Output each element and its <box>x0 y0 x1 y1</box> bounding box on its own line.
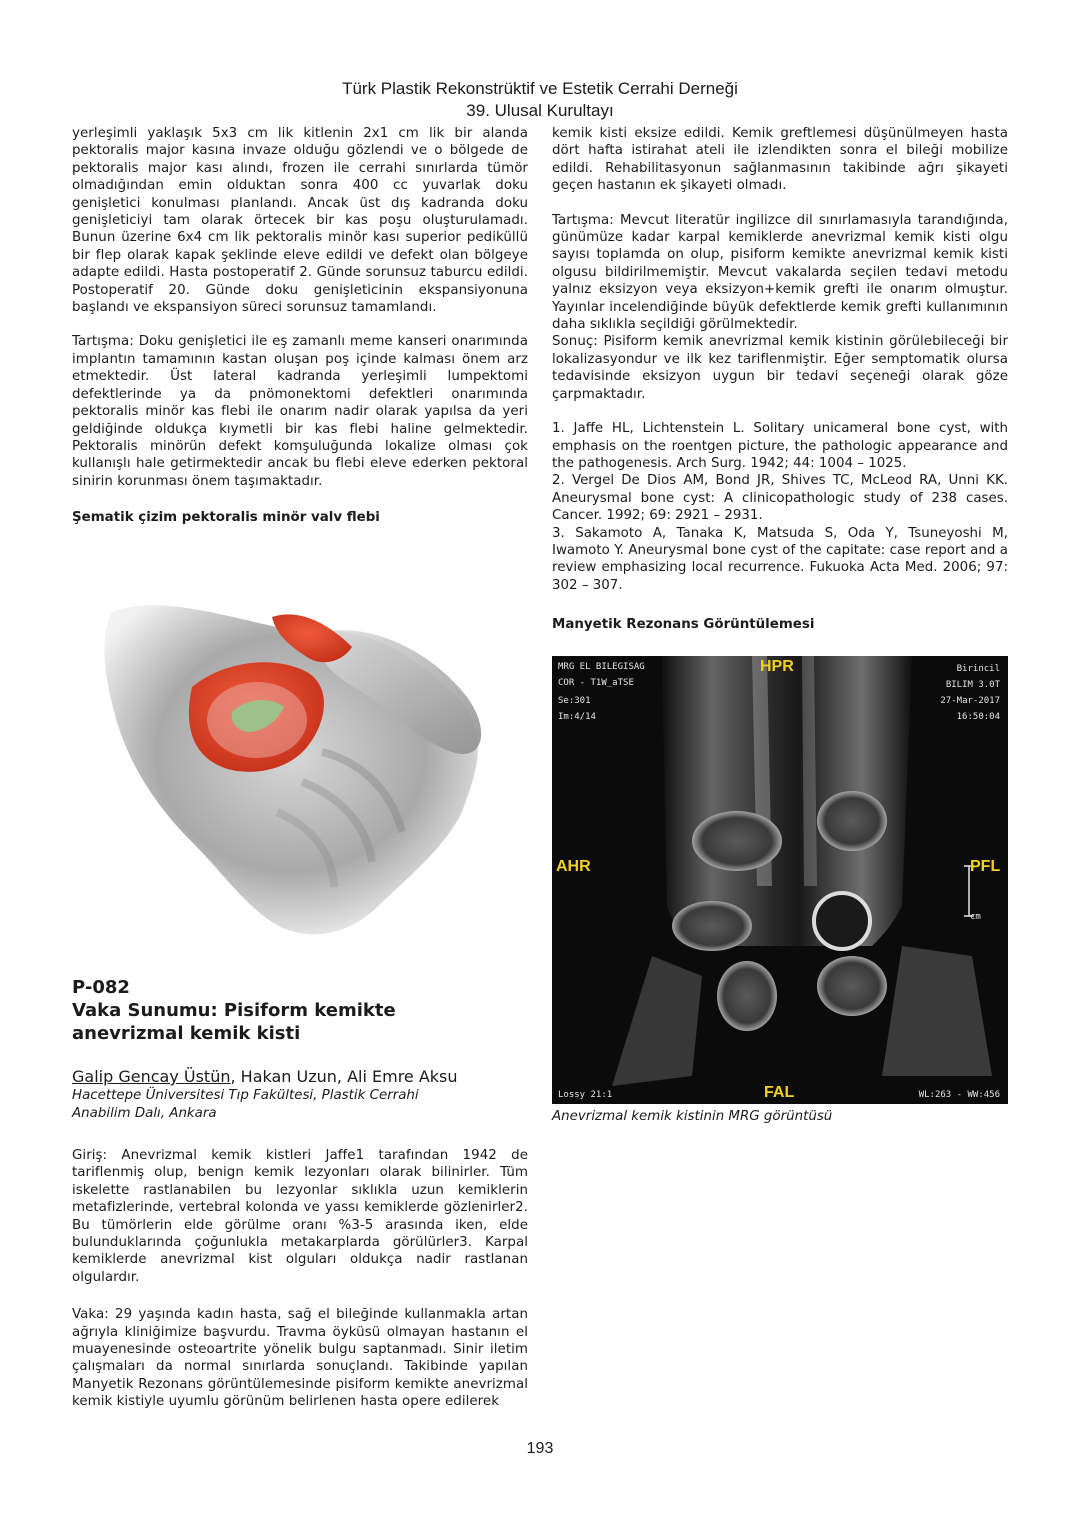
right-paragraph-continuation: kemik kisti eksize edildi. Kemik greftlemesi düşünülmeyen hasta dört hafta istirahat ateli ile izlendikten sonra el bileği mobilize edildi. Rehabilitasyonun sağlanmasının takibinde ağrı şikayeti geçen hastanın ek şikayeti olmadı. <box>552 126 1008 194</box>
schematic-figure <box>72 592 532 952</box>
mri-sequence-label: COR - T1W_aTSE <box>558 678 634 688</box>
presenting-author: Galip Gencay Üstün <box>72 1067 231 1086</box>
authors <box>72 1067 528 1087</box>
mri-figure-title: Manyetik Rezonans Görüntülemesi <box>552 617 815 633</box>
mri-orientation-top: HPR <box>760 658 794 675</box>
co-authors: , Hakan Uzun, Ali Emre Aksu <box>230 1067 458 1086</box>
mri-window-label: WL:263 - WW:456 <box>918 1090 1000 1100</box>
mri-scale-unit: cm <box>970 912 981 922</box>
abstract-title-line1: Vaka Sunumu: Pisiform kemikte <box>72 1000 396 1021</box>
conclusion-paragraph: Sonuç: Pisiform kemik anevrizmal kemik kistinin görülebileceği bir lokalizasyondur ve ilk kez tariflenmiştir. Eğer semptomatik olursa tedavisinde eksizyon uygun bir tedavi seçeneği olarak göze çarpmaktadır. <box>552 334 1008 402</box>
mri-figure-caption: Anevrizmal kemik kistinin MRG görüntüsü <box>552 1109 833 1124</box>
mri-study-label: MRG EL BILEGISAG <box>558 662 645 672</box>
introduction-paragraph: Giriş: Anevrizmal kemik kistleri Jaffe1 tarafından 1942 de tariflenmiş olup, benign kemik lezyonları olarak bilinirler. Tüm iskelette rastlanabilen bu lezyonlar sıklıkla uzun kemiklerin metafizlerinde, vertebral kolonda ve yassı kemiklerde gözlenirler2. Bu tümörlerin elde görülme oranı %3-5 arasında iken, elde bulunduklarında çoğunlukla metakarplarda görülürler3. Karpal kemiklerde anevrizmal kist olguları oldukça nadir rastlanan olgulardır. <box>72 1148 528 1285</box>
reference-list <box>552 420 1008 594</box>
affiliation-line2: Anabilim Dalı, Ankara <box>72 1106 217 1121</box>
mri-orientation-bottom: FAL <box>764 1084 795 1101</box>
case-paragraph: Vaka: 29 yaşında kadın hasta, sağ el bileğinde kullanmakla artan ağrıyla kliniğimize başvurdu. Travma öyküsü olmayan hastanın el muayenesinde osteoartrite yönelik bulgu saptanmadı. Sinir iletim çalışmaları da normal sınırlarda sonuçlandı. Takibinde yapılan Manyetik Rezonans görüntülemesinde pisiform kemikte anevrizmal kemik kistiyle uyumlu görünüm belirlenen hasta opere edilerek <box>72 1307 528 1410</box>
pectoralis-flap-illustration <box>72 592 532 952</box>
reference-item: 1. Jaffe HL, Lichtenstein L. Solitary unicameral bone cyst, with emphasis on the roentgen picture, the pathologic appearance and the pathogenesis. Arch Surg. 1942; 44: 1004 – 1025. <box>552 421 1008 471</box>
affiliation-line1: Hacettepe Üniversitesi Tıp Fakültesi, Plastik Cerrahi <box>72 1088 419 1103</box>
left-discussion-paragraph: Tartışma: Doku genişletici ile eş zamanlı meme kanseri onarımında implantın tamamının kastan oluşan poş içinde kalması önem arz etmektedir. Üst lateral kadranda yerleşimli lumpektomi defektlerinde ya da pnömonektomi defektleri onarımında pektoralis minör kas flebi ile onarım nadir olarak yapılsa da yeri geldiğinde oldukça kıymetli bir kas flebi haline gelmektedir. Pektoralis minörün defekt komşuluğunda lokalize olması çok kullanışlı hale getirmektedir ancak bu flebi eleve ederken pektoral sinirin korunması önem taşımaktadır. <box>72 334 528 489</box>
page-header <box>0 78 1080 122</box>
mri-image <box>552 656 1008 1104</box>
right-discussion-paragraph: Tartışma: Mevcut literatür ingilizce dil sınırlamasıyla tarandığında, günümüze kadar karpal kemiklerde anevrizmal kemik kisti olgu sayısı toplamda on olup, pisiform kemikte anevrizmal kemik kisti olgusu bildirilmemiştir. Mevcut vakalarda seçilen tedavi metodu yalnız eksizyon veya eksizyon+kemik grefti ile onarım olmuştur. Yayınlar incelendiğinde büyük defektlerde kemik grefti kullanımının daha sıklıkla seçildiği görülmektedir. <box>552 212 1008 333</box>
header-congress: 39. Ulusal Kurultayı <box>466 101 614 120</box>
mri-scan-drawing <box>552 656 1008 1104</box>
reference-item: 2. Vergel De Dios AM, Bond JR, Shives TC, McLeod RA, Unni KK. Aneurysmal bone cyst: A clinicopathologic study of 238 cases. Cancer. 1992; 69: 2921 – 2931. <box>552 473 1008 524</box>
mri-image-index-label: Im:4/14 <box>558 712 596 722</box>
schematic-figure-title: Şematik çizim pektoralis minör valv flebi <box>72 510 380 526</box>
abstract-id: P-082 <box>72 977 130 998</box>
mri-orientation-left: AHR <box>556 858 591 875</box>
mri-date-label: 27-Mar-2017 <box>940 696 1000 706</box>
mri-series-label: Se:301 <box>558 696 591 706</box>
page-number: 193 <box>526 1440 554 1457</box>
mri-time-label: 16:50:04 <box>956 712 1000 722</box>
left-paragraph-continuation: yerleşimli yaklaşık 5x3 cm lik kitlenin 2x1 cm lik bir alanda pektoralis major kasına invaze olduğu gözlendi ve o bölgede de pektoralis major kası alındı, frozen ile cerrahi sınırlarda tümör olmadığından emin olduktan sonra 400 cc yuvarlak doku genişletici konulması planlandı. Ancak üst dış kadranda doku genişleticiyi tam olarak örtecek bir kas poşu oluşturulamadı. Bunun üzerine 6x4 cm lik pektoralis minör kası superior pediküllü bir flep olarak kapak şeklinde eleve edildi ve defekt olan bölgeye adapte edildi. Hasta postoperatif 2. Günde sorunsuz taburcu edildi. Postoperatif 20. Günde doku genişleticinin ekspansiyonuna başlandı ve ekspansiyon süreci sorunsuz tamamlandı. <box>72 126 528 316</box>
mri-scanner-label: BILIM 3.0T <box>945 680 1000 690</box>
left-column <box>72 125 528 527</box>
abstract-heading-block <box>72 976 528 1411</box>
mri-compression-label: Lossy 21:1 <box>558 1090 613 1100</box>
header-society: Türk Plastik Rekonstrüktif ve Estetik Cerrahi Derneği <box>342 79 738 98</box>
mri-orientation-right: PFL <box>970 858 1001 875</box>
mri-caption-block <box>552 1108 1008 1126</box>
abstract-title-line2: anevrizmal kemik kisti <box>72 1023 301 1044</box>
reference-item: 3. Sakamoto A, Tanaka K, Matsuda S, Oda Y, Tsuneyoshi M, Iwamoto Y. Aneurysmal bone cyst of the capitate: case report and a review emphasizing local recurrence. Fukuoka Acta Med. 2006; 97: 302 – 307. <box>552 525 1008 593</box>
right-column <box>552 125 1008 634</box>
mri-primary-label: Birincil <box>956 664 1000 674</box>
